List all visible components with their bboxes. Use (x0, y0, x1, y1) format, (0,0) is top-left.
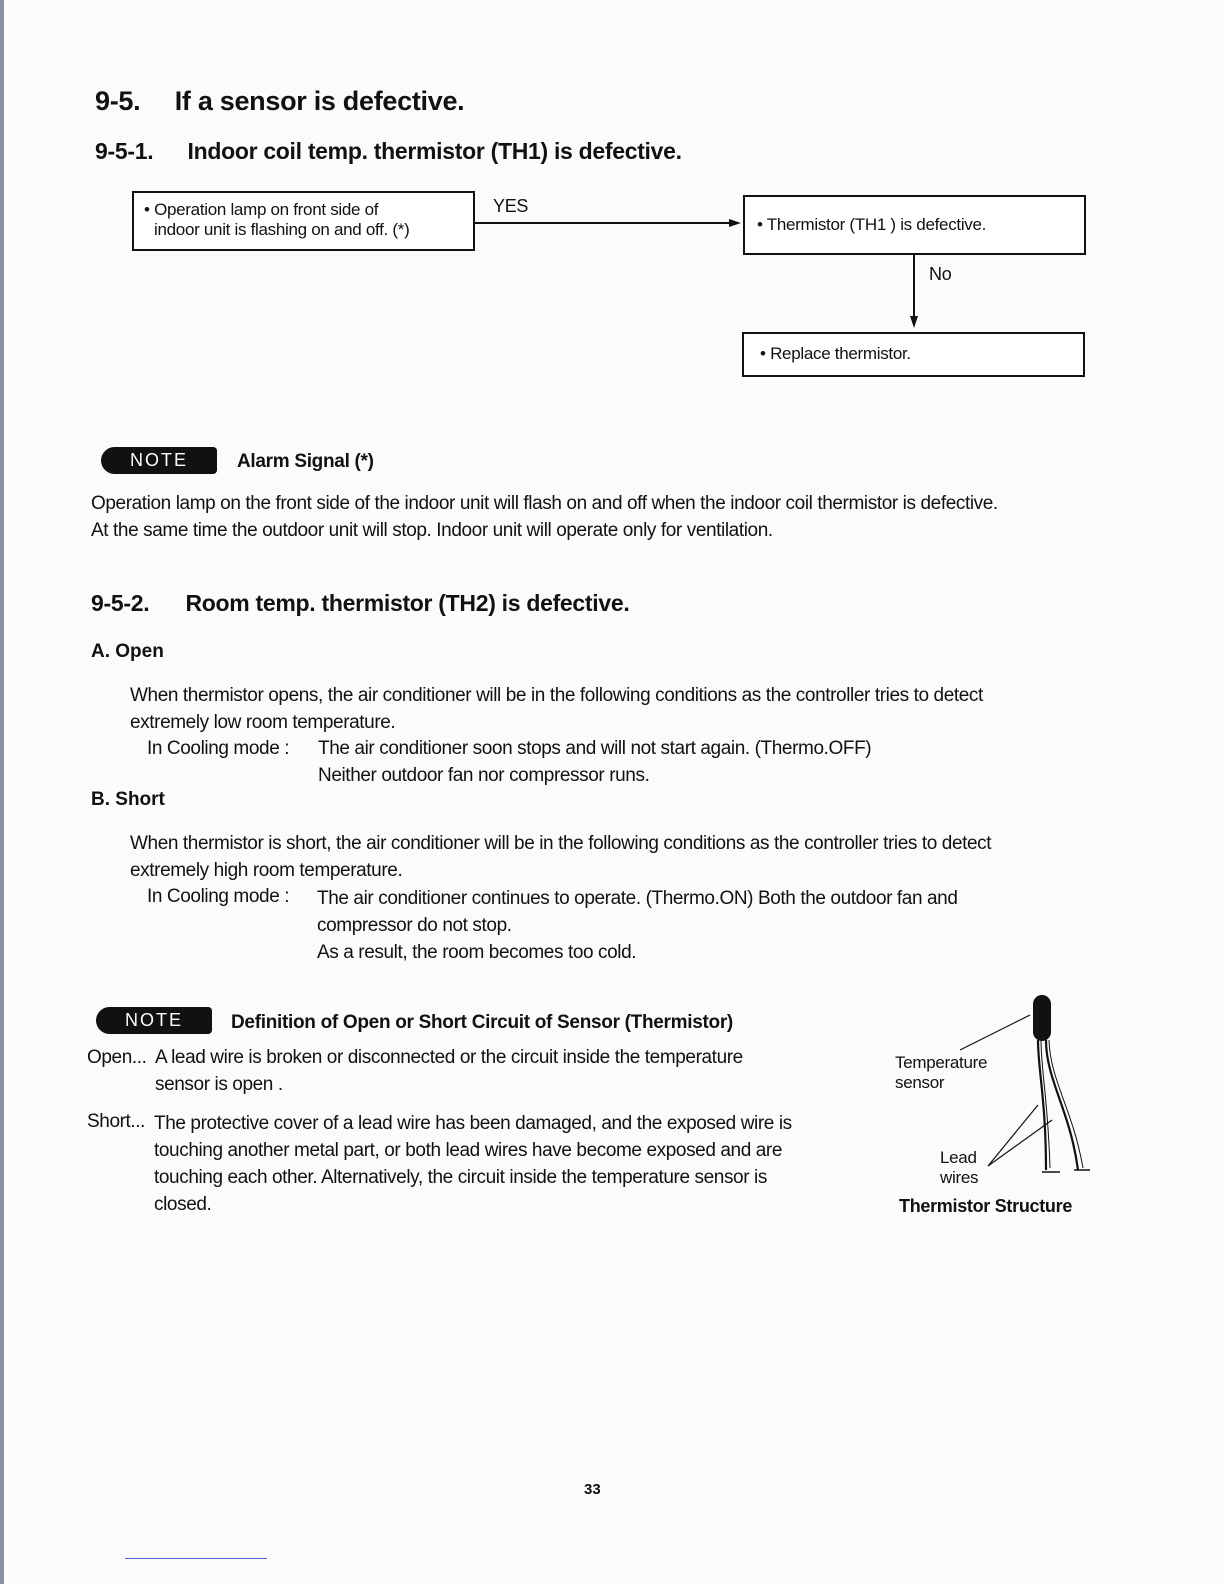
subsection-number: 9-5-1. (95, 138, 154, 164)
open-mode-label: In Cooling mode : (147, 738, 290, 759)
flow-result-box (743, 195, 1086, 255)
short-mode-text (317, 885, 1117, 966)
page-number: 33 (584, 1481, 601, 1498)
flow-action-box (742, 332, 1085, 377)
short-definition-label: Short... (87, 1111, 146, 1132)
short-definition-line-2: touching another metal part, or both lead wires have become exposed and are (154, 1140, 783, 1161)
open-mode-text (318, 735, 1118, 789)
lead-label-line-2: wires (940, 1168, 979, 1187)
short-definition-line-1: The protective cover of a lead wire has been damaged, and the exposed wire is (154, 1113, 792, 1134)
flow-condition-box (132, 191, 475, 251)
note-line-1: Operation lamp on the front side of the indoor unit will flash on and off when the indoor coil thermistor is defective. (91, 493, 998, 514)
lead-wire-right-outline (1049, 1040, 1083, 1168)
short-line-1: When thermistor is short, the air conditioner will be in the following conditions as the controller tries to detect (130, 833, 992, 854)
open-line-1: When thermistor opens, the air conditioner will be in the following conditions as the controller tries to detect (130, 685, 983, 706)
note-badge: NOTE (96, 1007, 212, 1034)
short-paragraph (130, 830, 1130, 884)
section-heading (95, 86, 464, 117)
lead-label (940, 1148, 978, 1188)
open-definition-label: Open... (87, 1047, 147, 1068)
subsection-number: 9-5-2. (91, 590, 150, 616)
sensor-label-line-1: Temperature (895, 1053, 988, 1072)
short-definition (154, 1110, 874, 1218)
open-heading: A. Open (91, 641, 164, 662)
short-mode-line-2: compressor do not stop. (317, 915, 512, 936)
short-mode-line-1: The air conditioner continues to operate. (Thermo.ON) Both the outdoor fan and (317, 888, 958, 909)
subsection-title: Indoor coil temp. thermistor (TH1) is defective. (187, 138, 682, 164)
short-definition-line-3: touching each other. Alternatively, the circuit inside the temperature sensor is (154, 1167, 767, 1188)
flow-action-text: • Replace thermistor. (760, 344, 911, 363)
open-line-2: extremely low room temperature. (130, 712, 396, 733)
short-mode-label: In Cooling mode : (147, 886, 290, 907)
note-badge: NOTE (101, 447, 217, 474)
note-title: Definition of Open or Short Circuit of Sensor (Thermistor) (231, 1012, 733, 1033)
subsection-title: Room temp. thermistor (TH2) is defective. (185, 590, 630, 616)
subsection-heading-2 (91, 590, 629, 617)
note-line-2: At the same time the outdoor unit will stop. Indoor unit will operate only for ventilation. (91, 520, 773, 541)
flow-condition-line-2: indoor unit is flashing on and off. (*) (154, 220, 410, 239)
flow-yes-arrowhead (729, 219, 741, 227)
short-heading: B. Short (91, 789, 165, 810)
open-mode-line-2: Neither outdoor fan nor compressor runs. (318, 765, 650, 786)
short-definition-line-4: closed. (154, 1194, 212, 1215)
short-mode-line-3: As a result, the room becomes too cold. (317, 942, 637, 963)
flow-condition-line-1: • Operation lamp on front side of (144, 200, 379, 219)
open-mode-line-1: The air conditioner soon stops and will not start again. (Thermo.OFF) (318, 738, 872, 759)
open-definition-line-2: sensor is open . (155, 1074, 283, 1095)
bottom-divider (125, 1558, 267, 1559)
open-definition (155, 1044, 875, 1098)
flow-no-arrowhead (910, 316, 918, 328)
short-line-2: extremely high room temperature. (130, 860, 403, 881)
sensor-pointer-line (960, 1015, 1030, 1050)
lead-label-line-1: Lead (940, 1148, 977, 1167)
open-definition-line-1: A lead wire is broken or disconnected or the circuit inside the temperature (155, 1047, 743, 1068)
sensor-label-line-2: sensor (895, 1073, 945, 1092)
flow-yes-label: YES (493, 196, 529, 216)
sensor-bead-icon (1033, 995, 1051, 1041)
flow-result-text: • Thermistor (TH1 ) is defective. (757, 215, 987, 234)
flow-no-label: No (929, 264, 952, 284)
sensor-label (895, 1053, 987, 1093)
flow-yes-arrow-line (475, 222, 731, 224)
section-number: 9-5. (95, 86, 141, 116)
note-title: Alarm Signal (*) (237, 451, 374, 472)
open-paragraph (130, 682, 1130, 736)
flow-no-arrow-line (913, 255, 915, 317)
subsection-heading-1 (95, 138, 682, 165)
section-title: If a sensor is defective. (174, 86, 465, 116)
note-body (91, 490, 1211, 544)
figure-caption: Thermistor Structure (899, 1196, 1073, 1216)
